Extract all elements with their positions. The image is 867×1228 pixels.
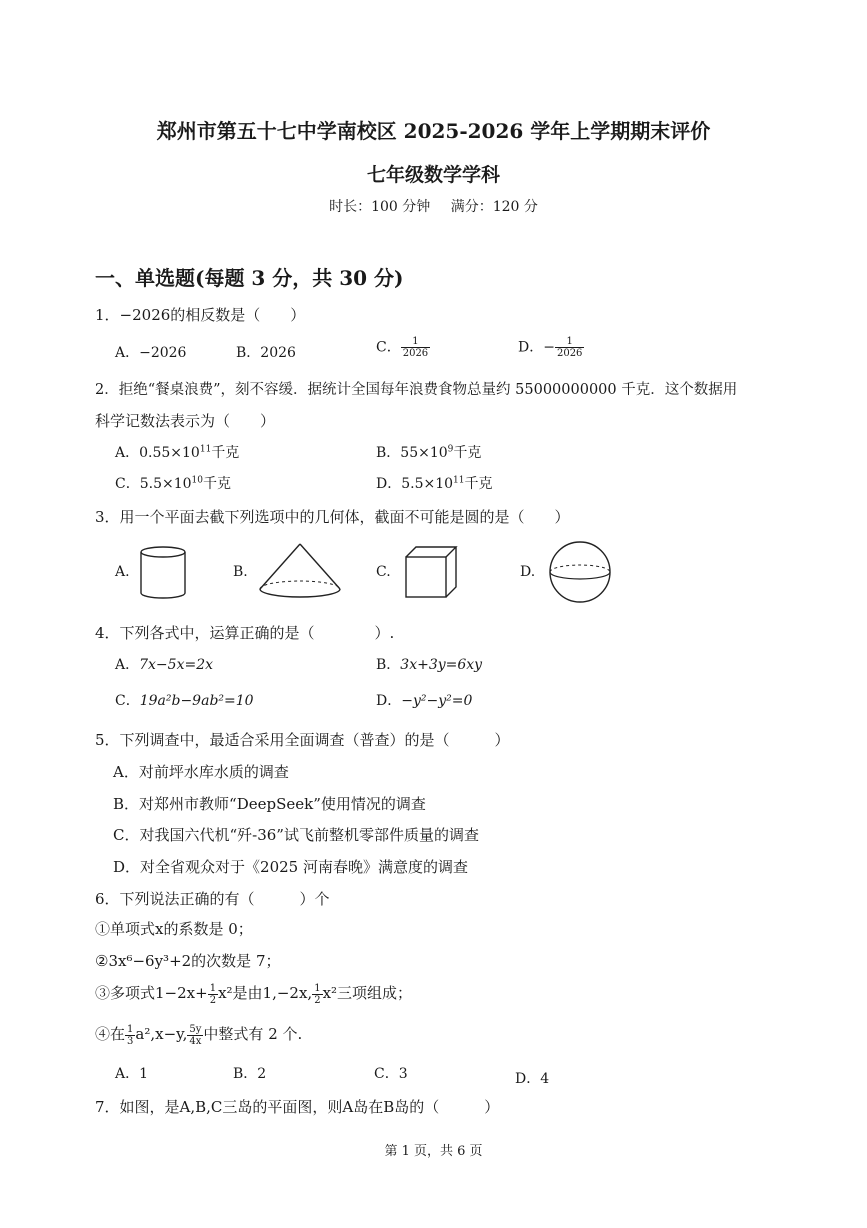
question-3-option-d-label: D.	[520, 564, 536, 580]
question-2-option-d: D．$5.5\times 10^{11}$千克	[376, 475, 493, 492]
section-title: 一、单选题(每题 3 分，共 30 分)	[95, 266, 404, 290]
question-6-option-c: C．3	[374, 1066, 408, 1082]
question-6-stem: 6．下列说法正确的有（ ）个	[95, 890, 330, 908]
question-1-stem: 1．−2026的相反数是（ ）	[95, 306, 306, 324]
question-6-statement-3: ③多项式1−2x+ $\frac{1}{2}$ x²是由1,−2x, $\frac{1}{2}$ x²三项组成；	[95, 982, 413, 1006]
question-5-stem: 5．下列调查中，最适合采用全面调查（普查）的是（ ）	[95, 731, 510, 749]
fraction: $\frac{1}{2}$	[209, 982, 217, 1006]
question-6-option-d: D．4	[515, 1071, 550, 1087]
question-6-statement-2: ②3x⁶−6y³+2的次数是 7；	[95, 952, 281, 970]
question-4-stem: 4．下列各式中，运算正确的是（ ）.	[95, 624, 395, 642]
question-6-option-b: B．2	[233, 1066, 267, 1082]
exam-subtitle: 七年级数学学科	[366, 164, 500, 186]
cone-icon	[258, 542, 342, 600]
fraction: $\frac{5y}{4x}$	[189, 1023, 202, 1047]
question-5-option-c: C．对我国六代机“歼-36”试飞前整机零部件质量的调查	[113, 826, 479, 844]
question-5-option-d: D．对全省观众对于《2025 河南春晚》满意度的调查	[113, 858, 468, 876]
fraction: $\frac{1}{3}$	[127, 1023, 134, 1047]
question-3-stem: 3．用一个平面去截下列选项中的几何体，截面不可能是圆的是（ ）	[95, 508, 570, 526]
question-3-option-c-label: C.	[376, 564, 391, 580]
question-6-option-a: A．1	[115, 1066, 149, 1082]
question-6-statement-4: ④在 $\frac{1}{3}$ a²,x−y, $\frac{5y}{4x}$ 中整式有 2 个.	[95, 1023, 303, 1047]
fraction: $\frac{1}{2}$	[314, 982, 321, 1006]
page-footer: 第 1 页，共 6 页	[384, 1144, 483, 1159]
question-3-option-a-label: A.	[115, 564, 130, 580]
exam-info	[0, 196, 867, 216]
question-3-option-b-label: B.	[233, 564, 248, 580]
question-4-option-d: D．−y²−y²=0	[376, 693, 473, 709]
question-4-option-b: B．3x+3y=6xy	[376, 657, 483, 673]
cube-icon	[402, 543, 460, 601]
fraction: $\frac{1}{2026}$	[402, 336, 429, 359]
question-5-option-b: B．对郑州市教师“DeepSeek”使用情况的调查	[113, 795, 426, 813]
question-2-stem-line-2: 科学记数法表示为（ ）	[95, 412, 276, 430]
question-2-stem-line-1: 2．拒绝“餐桌浪费”，刻不容缓．据统计全国每年浪费食物总量约 55000000000 千克．这个数据用	[95, 382, 738, 398]
question-6-statement-1: ①单项式x的系数是 0；	[95, 920, 253, 938]
full-score-text: 满分：120 分	[450, 199, 538, 215]
question-2-option-a: A．$0.55\times 10^{11}$千克	[115, 444, 240, 461]
question-4-option-a: A．7x−5x=2x	[115, 657, 213, 673]
fraction: $\frac{1}{2026}$	[556, 336, 583, 359]
question-5-option-a: A．对前坪水库水质的调查	[113, 763, 289, 781]
question-2-option-b: B．$55\times 10^9$千克	[376, 444, 482, 461]
sphere-icon	[545, 541, 615, 603]
question-1-option-b: B．2026	[236, 345, 296, 361]
question-7-stem: 7．如图，是A,B,C三岛的平面图，则A岛在B岛的（ ）	[95, 1098, 500, 1116]
question-1-option-c: C． $\frac{1}{2026}$	[376, 336, 429, 359]
question-2-option-c: C．$5.5\times 10^{10}$千克	[115, 475, 231, 492]
question-1-option-d: D．− $\frac{1}{2026}$	[518, 336, 583, 359]
question-1-option-a: A．−2026	[115, 345, 187, 361]
exam-title: 郑州市第五十七中学南校区 2025-2026 学年上学期期末评价	[156, 119, 711, 143]
duration-text: 时长：100 分钟	[329, 199, 431, 215]
question-4-option-c: C．19a²b−9ab²=10	[115, 693, 254, 709]
cylinder-icon	[138, 545, 188, 601]
